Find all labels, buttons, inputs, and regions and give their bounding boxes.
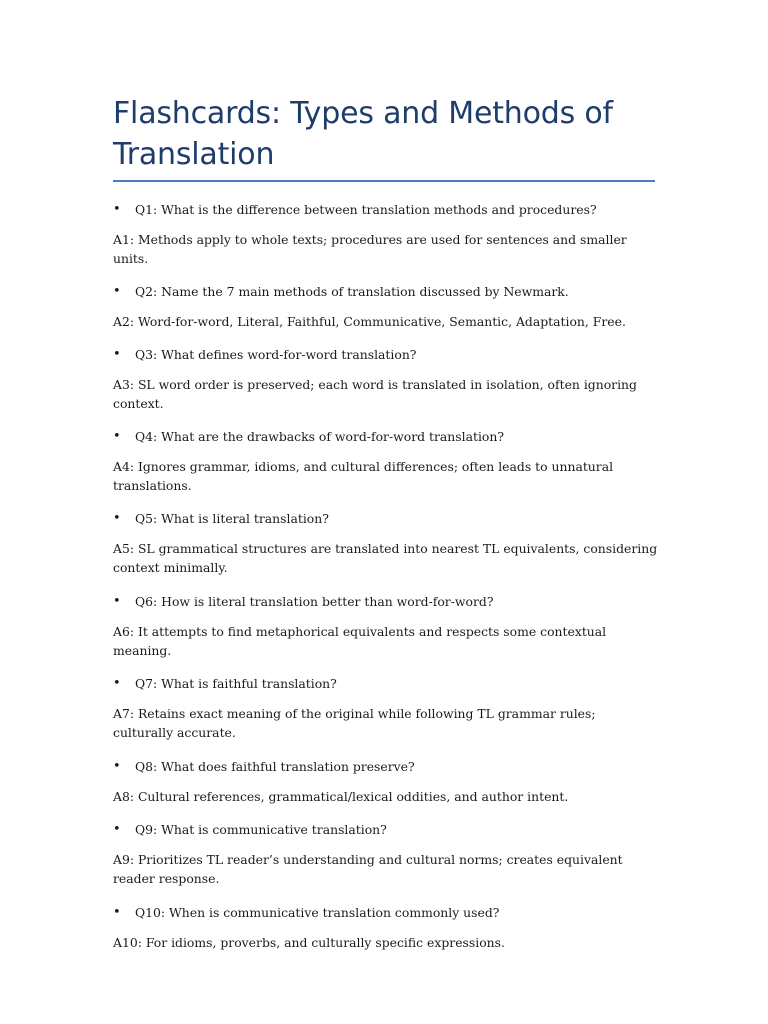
flashcard-question [113, 756, 658, 777]
question-text: Q3: What defines word-for-word translation? [135, 347, 417, 362]
flashcard [113, 344, 658, 413]
question-text: Q5: What is literal translation? [135, 511, 329, 526]
flashcard-answer: A5: SL grammatical structures are translated into nearest TL equivalents, considering context minimally. [113, 541, 658, 575]
flashcard [113, 426, 658, 495]
flashcard-answer: A4: Ignores grammar, idioms, and cultural differences; often leads to unnatural translations. [113, 459, 614, 493]
bullet-icon: • [113, 284, 121, 299]
flashcard [113, 591, 658, 660]
flashcard-question [113, 673, 658, 694]
bullet-icon: • [113, 822, 121, 837]
flashcard-question [113, 344, 658, 365]
bullet-icon: • [113, 429, 121, 444]
flashcard-question [113, 902, 658, 923]
flashcard-answer: A10: For idioms, proverbs, and culturally specific expressions. [113, 935, 505, 950]
bullet-icon: • [113, 594, 121, 609]
flashcard-answer: A7: Retains exact meaning of the original while following TL grammar rules; culturally accurate. [113, 706, 596, 740]
flashcard [113, 819, 658, 888]
question-text: Q6: How is literal translation better than word-for-word? [135, 594, 494, 609]
question-text: Q8: What does faithful translation preserve? [135, 759, 415, 774]
flashcard-question [113, 819, 658, 840]
question-text: Q10: When is communicative translation commonly used? [135, 905, 500, 920]
flashcard [113, 281, 658, 331]
question-text: Q7: What is faithful translation? [135, 676, 337, 691]
question-text: Q9: What is communicative translation? [135, 822, 387, 837]
bullet-icon: • [113, 347, 121, 362]
flashcard [113, 756, 658, 806]
bullet-icon: • [113, 759, 121, 774]
flashcard-answer: A9: Prioritizes TL reader’s understanding and cultural norms; creates equivalent reader response. [113, 852, 623, 886]
flashcard [113, 508, 658, 577]
flashcard-question [113, 508, 658, 529]
flashcard [113, 902, 658, 952]
flashcard [113, 673, 658, 742]
bullet-icon: • [113, 511, 121, 526]
flashcard-answer: A3: SL word order is preserved; each word is translated in isolation, often ignoring context. [113, 377, 637, 411]
flashcard-question [113, 199, 658, 220]
bullet-icon: • [113, 202, 121, 217]
document-title: Flashcards: Types and Methods of Translation [113, 96, 613, 172]
flashcard-answer: A6: It attempts to find metaphorical equivalents and respects some contextual meaning. [113, 624, 607, 658]
question-text: Q4: What are the drawbacks of word-for-word translation? [135, 429, 505, 444]
flashcard-question [113, 281, 658, 302]
flashcard-answer: A1: Methods apply to whole texts; procedures are used for sentences and smaller units. [113, 232, 627, 266]
flashcard-answer: A8: Cultural references, grammatical/lexical oddities, and author intent. [113, 789, 569, 804]
flashcard-question [113, 426, 658, 447]
flashcard [113, 199, 658, 268]
flashcard-list [113, 199, 658, 965]
bullet-icon: • [113, 905, 121, 920]
flashcard-answer: A2: Word-for-word, Literal, Faithful, Communicative, Semantic, Adaptation, Free. [113, 314, 626, 329]
question-text: Q2: Name the 7 main methods of translation discussed by Newmark. [135, 284, 569, 299]
flashcard-question [113, 591, 658, 612]
bullet-icon: • [113, 676, 121, 691]
title-underline [113, 180, 655, 182]
question-text: Q1: What is the difference between translation methods and procedures? [135, 202, 597, 217]
